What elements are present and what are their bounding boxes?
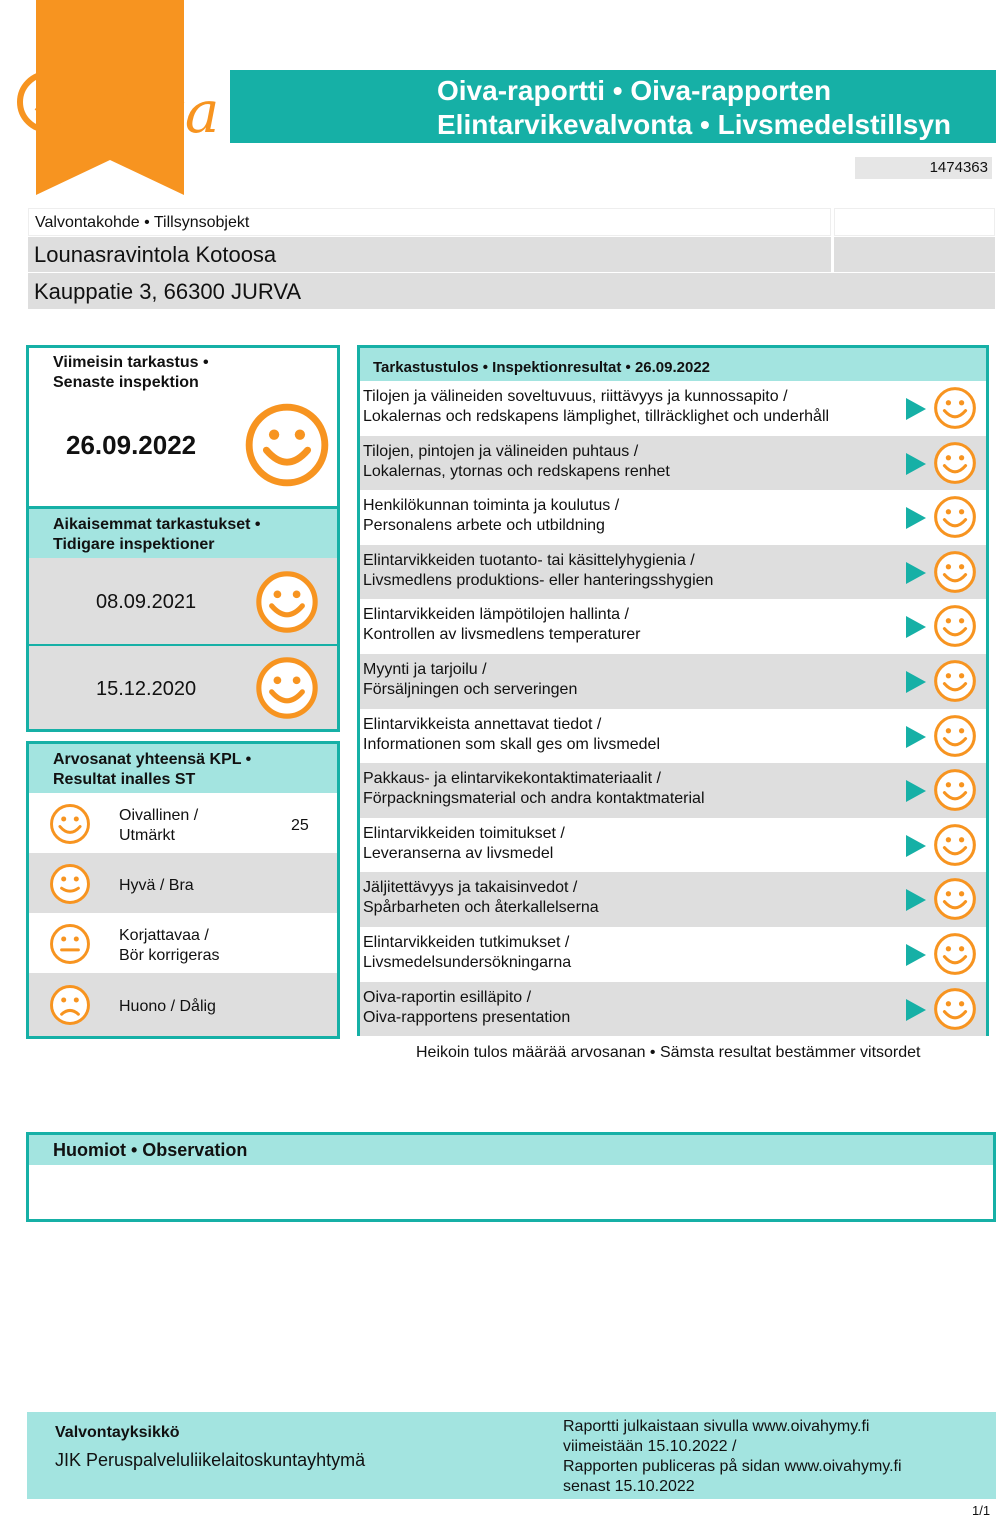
- play-arrow-icon: [906, 507, 926, 529]
- inspection-result-row: [360, 818, 986, 873]
- page-number: 1/1: [972, 1503, 991, 1518]
- inspection-result-label: Elintarvikkeiden tutkimukset / Livsmedelsundersökningarna: [363, 934, 572, 971]
- previous-inspection-date: 15.12.2020: [96, 678, 197, 700]
- supervision-unit-label: Valvontayksikkö: [55, 1424, 180, 1441]
- smiley-excellent-icon: [933, 659, 977, 703]
- supervision-unit-name: JIK Peruspalveluliikelaitoskuntayhtymä: [55, 1450, 366, 1470]
- play-arrow-icon: [906, 671, 926, 693]
- object-name-cell: [834, 237, 995, 272]
- play-arrow-icon: [906, 835, 926, 857]
- publication-notice: Raportti julkaistaan sivulla www.oivahymy.fi viimeistään 15.10.2022 / Rapporten publiceras på sidan www.oivahymy.fi senast 15.10.2022: [563, 1418, 902, 1495]
- smiley-excellent-icon: [933, 987, 977, 1031]
- title-banner: [230, 70, 996, 143]
- inspection-result-row: [360, 599, 986, 654]
- smiley-excellent-icon: [933, 604, 977, 648]
- grade-label: Korjattavaa / Bör korrigeras: [119, 927, 220, 964]
- inspection-result-row: [360, 381, 986, 436]
- inspection-result-label: Pakkaus- ja elintarvikekontaktimateriaalit / Förpackningsmaterial och andra kontaktmaterial: [363, 770, 705, 808]
- logo-text: Oiva: [86, 78, 220, 146]
- grade-label: Oivallinen / Utmärkt: [119, 807, 199, 844]
- inspection-result-row: [360, 982, 986, 1037]
- grades-label: Arvosanat yhteensä KPL • Resultat inalles ST: [53, 751, 252, 788]
- previous-inspection-date: 08.09.2021: [96, 591, 197, 613]
- latest-inspection-label: Viimeisin tarkastus • Senaste inspektion: [53, 354, 209, 391]
- title-line-1: Oiva-raportti • Oiva-rapporten: [437, 75, 832, 106]
- object-label-cell: [834, 208, 995, 236]
- smiley-poor-icon: [49, 984, 91, 1026]
- inspection-result-row: [360, 654, 986, 709]
- inspection-result-row: [360, 436, 986, 491]
- smiley-excellent-icon: [244, 402, 330, 488]
- inspection-result-label: Elintarvikkeiden lämpötilojen hallinta / Kontrollen av livsmedlens temperaturer: [363, 606, 641, 644]
- play-arrow-icon: [906, 780, 926, 802]
- inspection-results-label: Tarkastustulos • Inspektionresultat • 26.09.2022: [373, 359, 711, 376]
- inspection-result-label: Oiva-raportin esilläpito / Oiva-rapportens presentation: [363, 988, 571, 1026]
- object-label: Valvontakohde • Tillsynsobjekt: [28, 208, 831, 236]
- inspection-result-label: Myynti ja tarjoilu / Försäljningen och serveringen: [363, 661, 578, 698]
- inspection-result-row: [360, 709, 986, 764]
- smiley-excellent-icon: [933, 714, 977, 758]
- smiley-good-icon: [49, 863, 91, 905]
- smiley-excellent-icon: [933, 495, 977, 539]
- inspection-result-label: Henkilökunnan toiminta ja koulutus / Personalens arbete och utbildning: [363, 497, 620, 535]
- grade-label: Huono / Dålig: [119, 998, 216, 1015]
- results-footnote: Heikoin tulos määrää arvosanan • Sämsta resultat bestämmer vitsordet: [416, 1044, 921, 1061]
- play-arrow-icon: [906, 562, 926, 584]
- inspection-result-row: [360, 763, 986, 818]
- play-arrow-icon: [906, 726, 926, 748]
- smiley-excellent-icon: [933, 877, 977, 921]
- smiley-excellent-icon: [933, 386, 977, 430]
- oiva-logo-text: [6, 62, 220, 146]
- smiley-excellent-icon: [49, 803, 91, 845]
- play-arrow-icon: [906, 944, 926, 966]
- smiley-excellent-icon: [255, 570, 319, 634]
- object-address: Kauppatie 3, 66300 JURVA: [28, 273, 995, 309]
- report-number: 1474363: [855, 157, 992, 179]
- inspection-result-label: Jäljitettävyys ja takaisinvedot / Spårbarheten och återkallelserna: [363, 879, 599, 917]
- play-arrow-icon: [906, 453, 926, 475]
- smiley-excellent-icon: [933, 441, 977, 485]
- grade-row-good: [29, 853, 337, 913]
- smiley-excellent-icon: [933, 550, 977, 594]
- smiley-excellent-icon: [933, 932, 977, 976]
- play-arrow-icon: [906, 999, 926, 1021]
- play-arrow-icon: [906, 398, 926, 420]
- inspection-result-row: [360, 490, 986, 545]
- title-line-2: Elintarvikevalvonta • Livsmedelstillsyn: [437, 109, 952, 140]
- observation-label: Huomiot • Observation: [53, 1140, 248, 1160]
- inspection-result-label: Elintarvikkeiden tuotanto- tai käsittelyhygienia / Livsmedlens produktions- eller hanteringsshygien: [363, 551, 714, 589]
- inspection-result-row: [360, 872, 986, 927]
- inspection-result-row: [360, 545, 986, 600]
- inspection-result-label: Elintarvikkeista annettavat tiedot / Informationen som skall ges om livsmedel: [363, 715, 661, 753]
- grade-row-needs-correction: [29, 913, 337, 973]
- inspection-result-row: [360, 927, 986, 982]
- play-arrow-icon: [906, 616, 926, 638]
- grade-label: Hyvä / Bra: [119, 877, 194, 894]
- object-name: Lounasravintola Kotoosa: [28, 237, 831, 272]
- play-arrow-icon: [906, 889, 926, 911]
- inspection-result-label: Tilojen, pintojen ja välineiden puhtaus / Lokalernas, ytornas och redskapens renhet: [363, 442, 670, 480]
- grade-count-excellent: 25: [291, 817, 309, 834]
- smiley-neutral-icon: [49, 923, 91, 965]
- smiley-excellent-icon: [933, 768, 977, 812]
- latest-inspection-date: 26.09.2022: [66, 430, 197, 460]
- inspection-result-label: Tilojen ja välineiden soveltuvuus, riittävyys ja kunnossapito / Lokalernas och redskapens lämplighet, tillräcklighet och underhåll: [363, 388, 830, 425]
- previous-inspections-label: Aikaisemmat tarkastukset • Tidigare inspektioner: [53, 516, 261, 553]
- smiley-excellent-icon: [933, 823, 977, 867]
- inspection-result-label: Elintarvikkeiden toimitukset / Leveranserna av livsmedel: [363, 824, 565, 862]
- smiley-excellent-icon: [255, 656, 319, 720]
- grade-row-poor: [29, 973, 337, 1036]
